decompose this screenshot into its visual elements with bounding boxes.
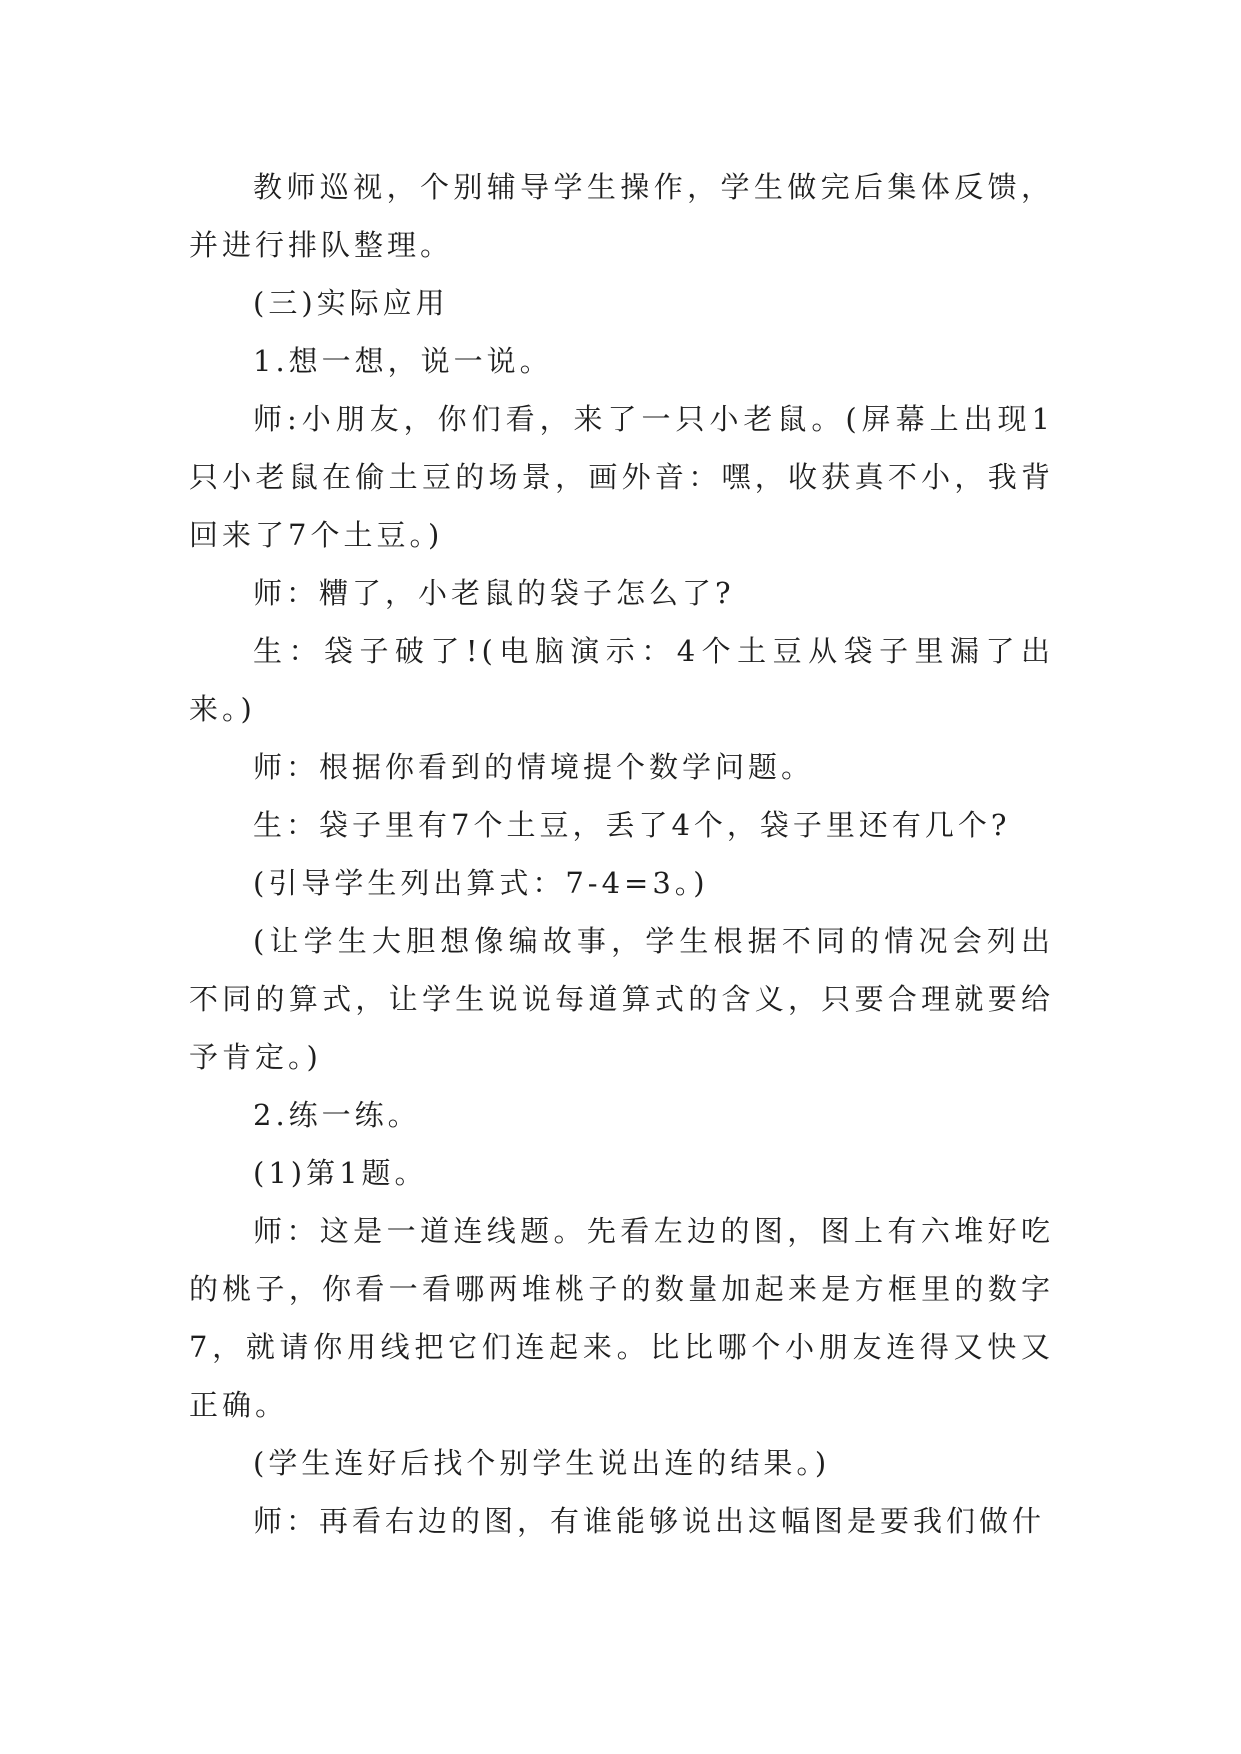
paragraph: 师：糟了，小老鼠的袋子怎么了?	[253, 576, 735, 610]
paragraph: 师:小朋友，你们看，来了一只小老鼠。(屏幕上出现1只小老鼠在偷土豆的场景，画外音：嘿，收获真不小，我背回来了7个土豆。)	[189, 402, 1054, 552]
paragraph: 师：这是一道连线题。先看左边的图，图上有六堆好吃的桃子，你看一看哪两堆桃子的数量加起来是方框里的数字7，就请你用线把它们连起来。比比哪个小朋友连得又快又正确。	[189, 1214, 1054, 1422]
paragraph: 教师巡视，个别辅导学生操作，学生做完后集体反馈，并进行排队整理。	[189, 170, 1054, 262]
paragraph: 生：袋子破了!(电脑演示：4个土豆从袋子里漏了出来。)	[189, 634, 1054, 726]
subsection-heading: 2.练一练。	[253, 1098, 421, 1132]
paragraph: (学生连好后找个别学生说出连的结果。)	[253, 1446, 831, 1480]
paragraph: (引导学生列出算式：7-4=3。)	[253, 866, 709, 900]
paragraph: 师：再看右边的图，有谁能够说出这幅图是要我们做什	[253, 1504, 1046, 1538]
subsection-heading: (1)第1题。	[253, 1156, 428, 1190]
paragraph: (让学生大胆想像编故事，学生根据不同的情况会列出不同的算式，让学生说说每道算式的含义，只要合理就要给予肯定。)	[189, 924, 1054, 1074]
paragraph: 师：根据你看到的情境提个数学问题。	[253, 750, 815, 784]
subsection-heading: 1.想一想，说一说。	[253, 344, 553, 378]
paragraph: 生：袋子里有7个土豆，丢了4个，袋子里还有几个?	[253, 808, 1011, 842]
section-heading: (三)实际应用	[253, 286, 449, 320]
document-body	[189, 158, 1054, 1550]
